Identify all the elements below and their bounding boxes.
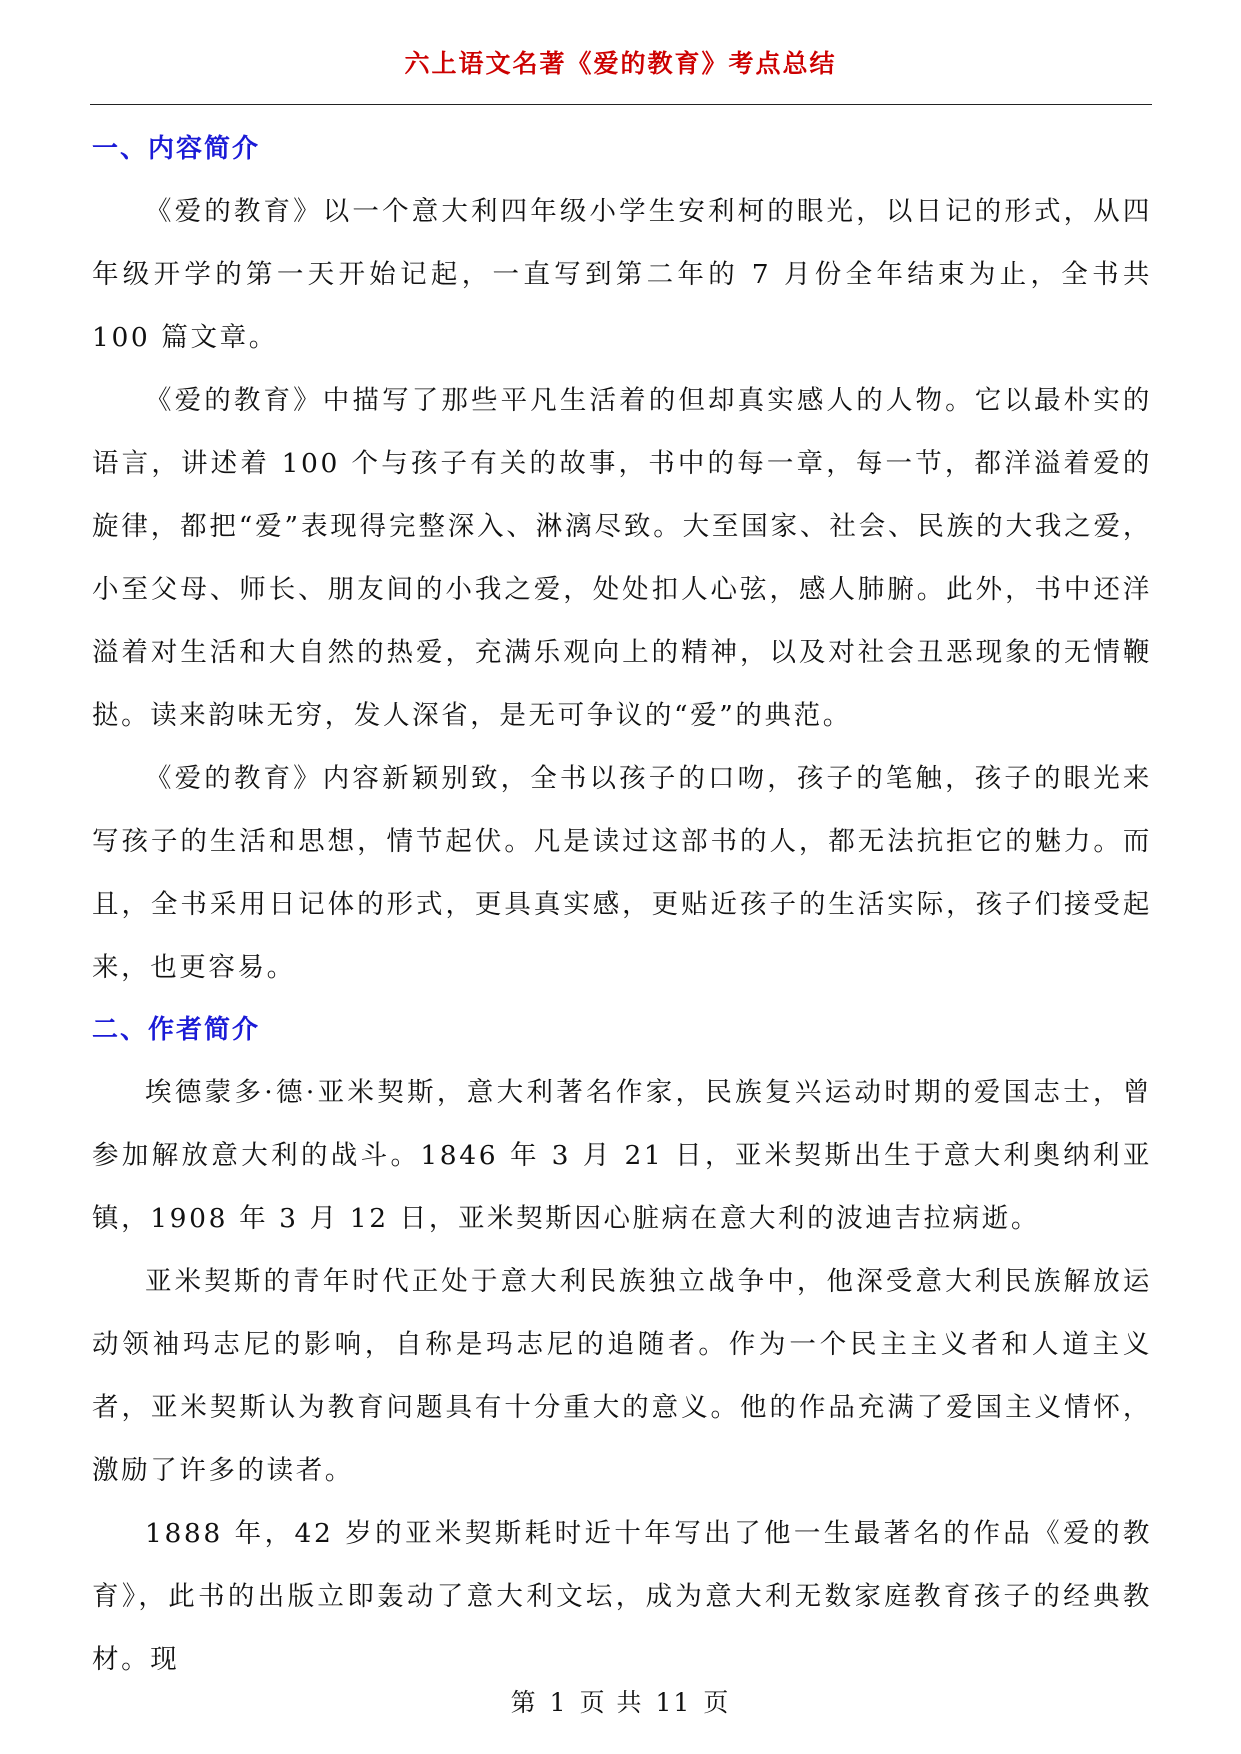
section-heading: 二、作者简介 (92, 1015, 261, 1045)
section-author (92, 999, 1152, 1691)
document-title: 六上语文名著《爱的教育》考点总结 (404, 49, 837, 78)
paragraph: 《爱的教育》中描写了那些平凡生活着的但却真实感人的人物。它以最朴实的语言，讲述着 100 个与孩子有关的故事，书中的每一章，每一节，都洋溢着爱的旋律，都把“爱”表现得完整深入、淋漓尽致。大至国家、社会、民族的大我之爱，小至父母、师长、朋友间的小我之爱，处处扣人心弦，感人肺腑。此外，书中还洋溢着对生活和大自然的热爱，充满乐观向上的精神，以及对社会丑恶现象的无情鞭挞。读来韵味无穷，发人深省，是无可争议的“爱”的典范。 (92, 385, 1152, 731)
section-summary (92, 118, 1152, 999)
header-divider (90, 104, 1152, 105)
paragraph: 埃德蒙多·德·亚米契斯，意大利著名作家，民族复兴运动时期的爱国志士，曾参加解放意大利的战斗。1846 年 3 月 21 日，亚米契斯出生于意大利奥纳利亚镇，1908 年 3 月 12 日，亚米契斯因心脏病在意大利的波迪吉拉病逝。 (92, 1077, 1152, 1234)
page-total: 11 (655, 1688, 692, 1717)
paragraph: 1888 年，42 岁的亚米契斯耗时近十年写出了他一生最著名的作品《爱的教育》，此书的出版立即轰动了意大利文坛，成为意大利无数家庭教育孩子的经典教材。现 (92, 1518, 1152, 1675)
document-body (92, 118, 1152, 1691)
section-heading: 一、内容简介 (92, 134, 261, 164)
paragraph: 《爱的教育》以一个意大利四年级小学生安利柯的眼光，以日记的形式，从四年级开学的第一天开始记起，一直写到第二年的 7 月份全年结束为止，全书共 100 篇文章。 (92, 196, 1152, 353)
footer-suffix: 页 (703, 1688, 731, 1717)
page-number: 1 (549, 1688, 568, 1717)
footer-mid: 页 共 (579, 1688, 644, 1717)
paragraph: 亚米契斯的青年时代正处于意大利民族独立战争中，他深受意大利民族解放运动领袖玛志尼的影响，自称是玛志尼的追随者。作为一个民主主义者和人道主义者，亚米契斯认为教育问题具有十分重大的意义。他的作品充满了爱国主义情怀，激励了许多的读者。 (92, 1266, 1152, 1486)
page-footer (0, 1683, 1241, 1719)
paragraph: 《爱的教育》内容新颖别致，全书以孩子的口吻，孩子的笔触，孩子的眼光来写孩子的生活和思想，情节起伏。凡是读过这部书的人，都无法抗拒它的魅力。而且，全书采用日记体的形式，更具真实感，更贴近孩子的生活实际，孩子们接受起来，也更容易。 (92, 763, 1152, 983)
footer-prefix: 第 (510, 1688, 538, 1717)
